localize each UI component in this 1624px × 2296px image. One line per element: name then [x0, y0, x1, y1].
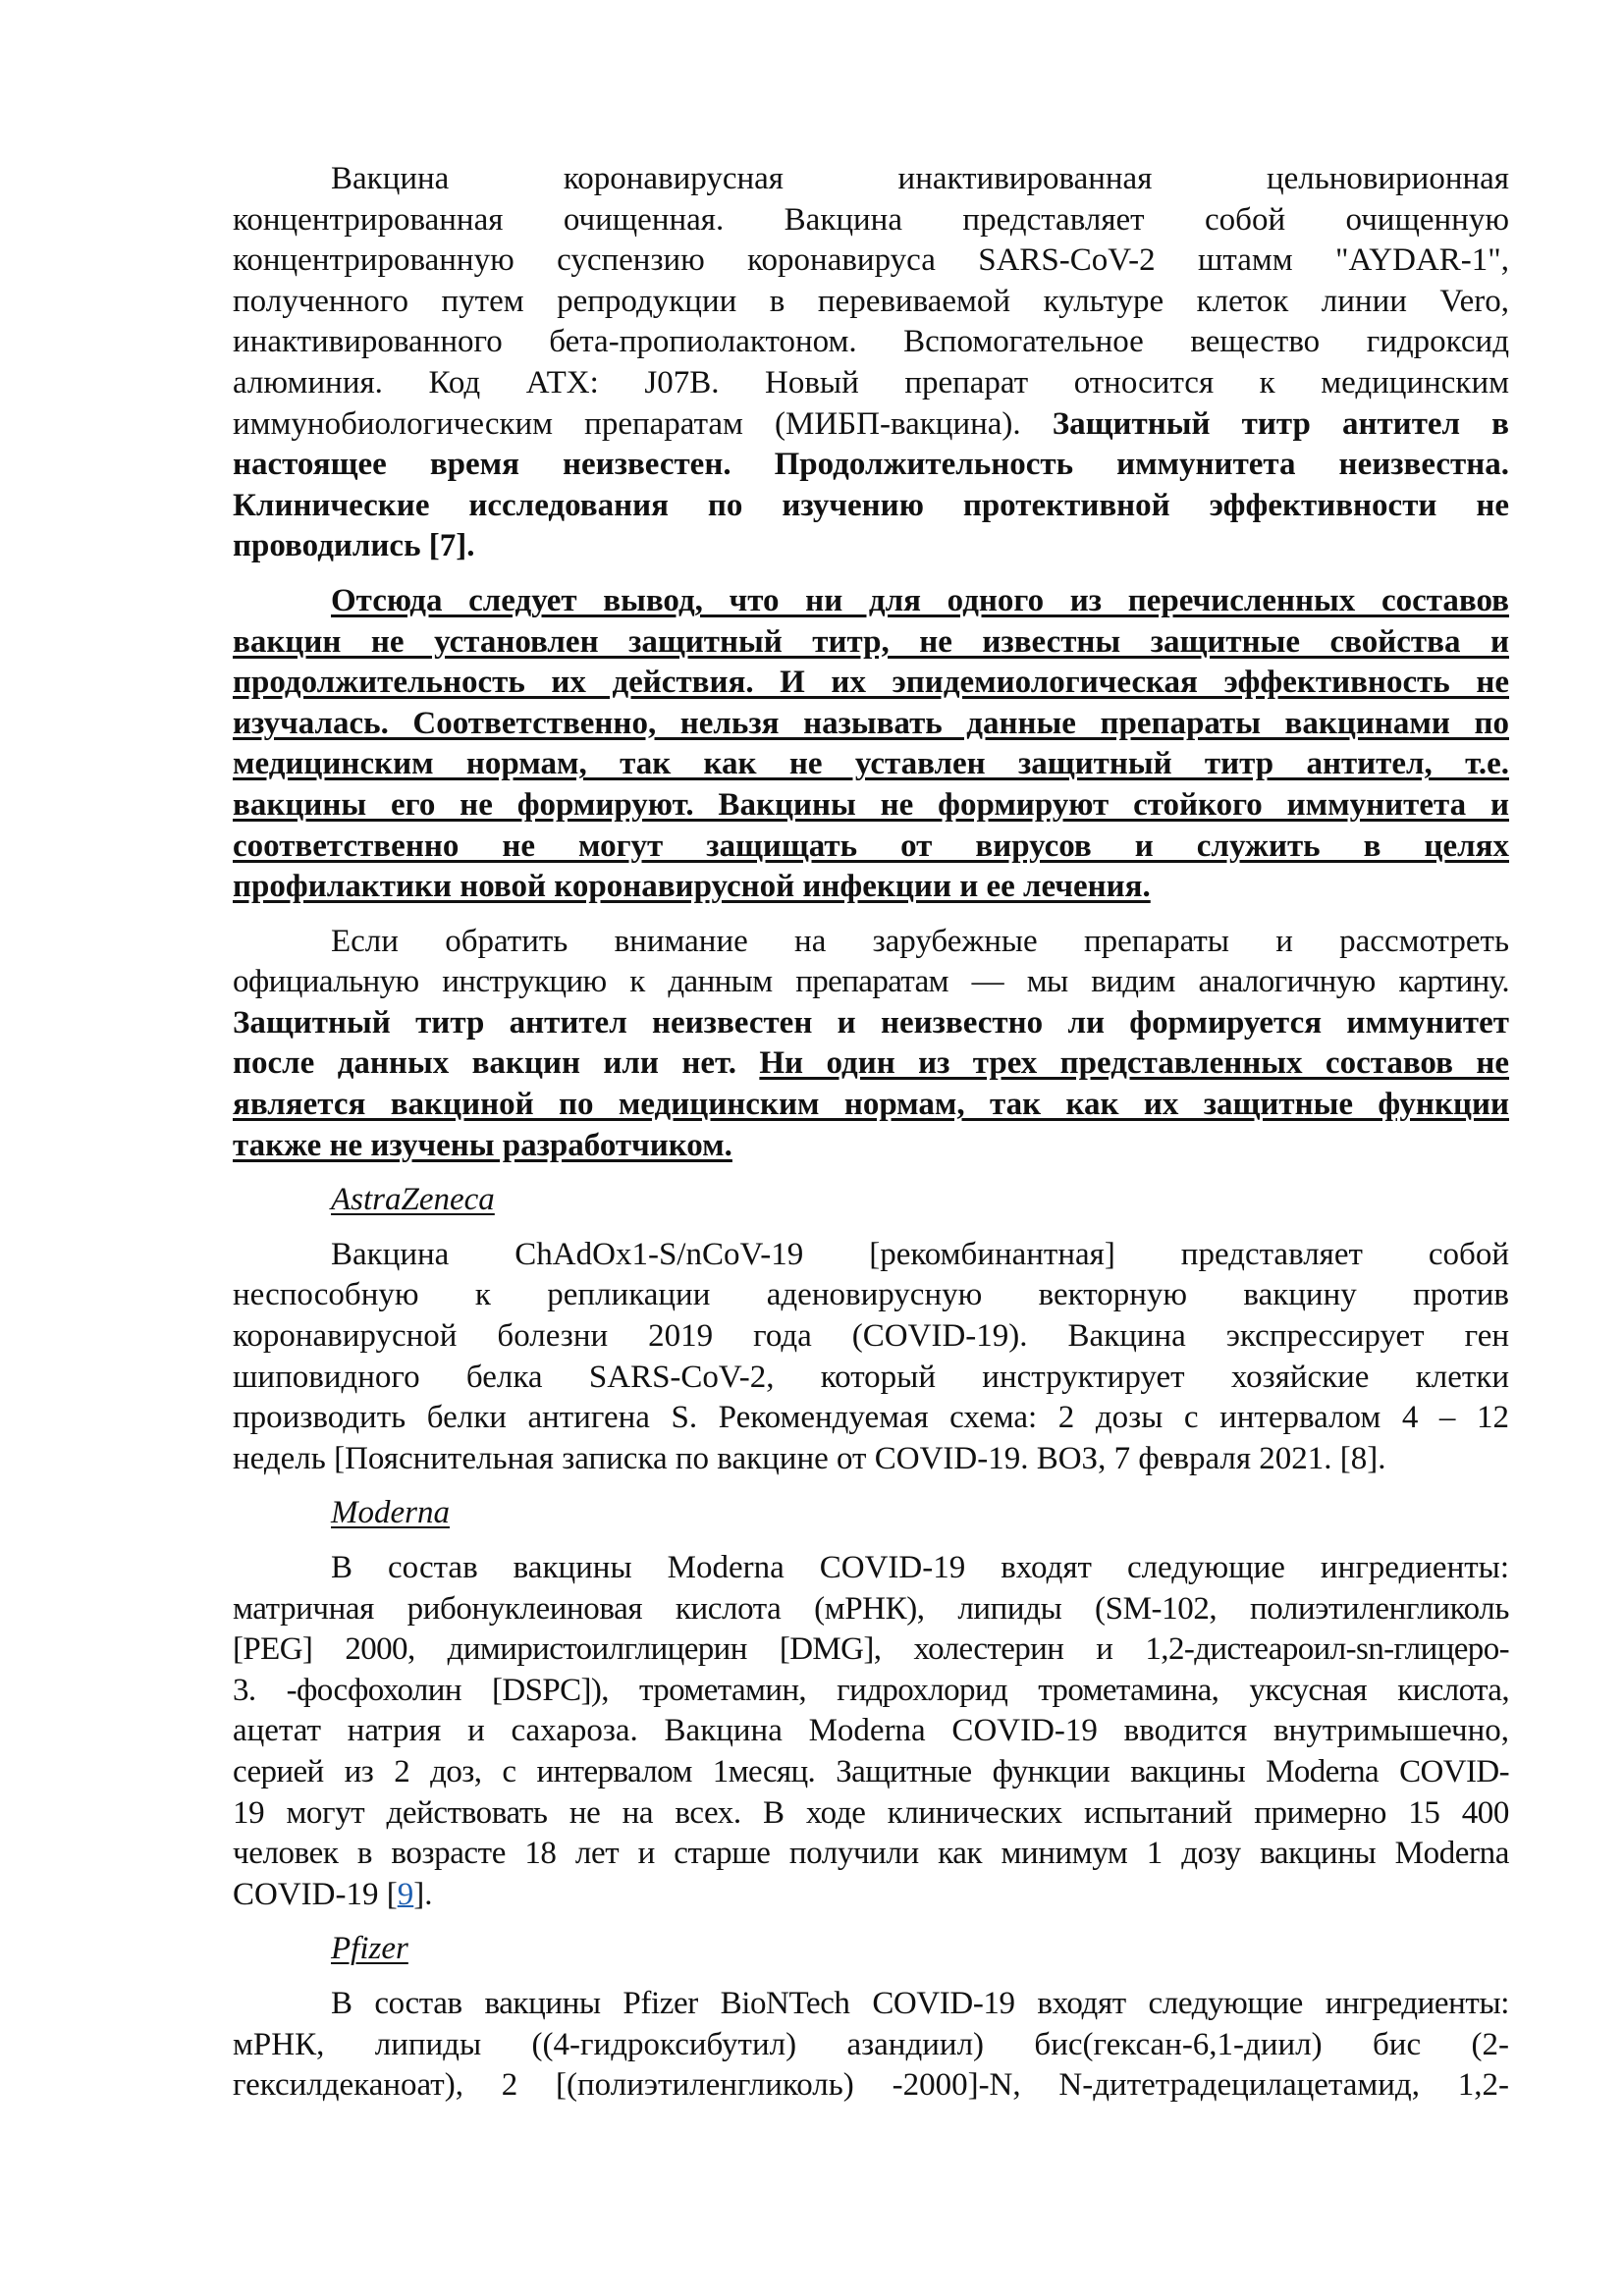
reference-link-9[interactable]: 9	[397, 1876, 414, 1912]
text-line: недель [Пояснительная записка по вакцине от COVID-19. ВОЗ, 7 февраля 2021. [8].	[233, 1440, 1386, 1476]
paragraph-moderna	[233, 1548, 1509, 1915]
text-line: производить белки антигена S. Рекомендуемая схема: 2 дозы с интервалом 4 – 12	[233, 1400, 1509, 1436]
text-line-bold: настоящее время неизвестен. Продолжительность иммунитета неизвестна.	[233, 447, 1509, 483]
section-heading-pfizer: Pfizer	[331, 1931, 408, 1967]
text-line: В состав вакцины Moderna COVID-19 входят следующие ингредиенты:	[331, 1550, 1509, 1585]
text-line: Вакцина коронавирусная инактивированная цельновирионная	[331, 161, 1509, 196]
text-line-bold: проводились [7].	[233, 528, 475, 564]
text-line-bold-underlined: изучалась. Соответственно, нельзя называть данные препараты вакцинами по	[233, 705, 1509, 741]
text-line-bold: Клинические исследования по изучению протективной эффективности не	[233, 487, 1509, 523]
section-heading-astrazeneca: AstraZeneca	[331, 1182, 495, 1218]
text-line: коронавирусной болезни 2019 года (COVID-19). Вакцина экспрессирует ген	[233, 1318, 1509, 1355]
text-line: полученного путем репродукции в перевиваемой культуре клеток линии Vero,	[233, 283, 1509, 319]
section-heading-moderna: Moderna	[331, 1495, 450, 1531]
text-line: инактивированного бета-пропиолактоном. Вспомогательное вещество гидроксид	[233, 324, 1509, 360]
text-line: мРНК, липиды ((4-гидроксибутил) азандиил) бис(гексан-6,1-диил) бис (2-	[233, 2026, 1509, 2062]
text-bold-underlined: Ни один из трех представленных составов не	[759, 1045, 1509, 1082]
text-line-mixed	[233, 404, 1509, 446]
text-bold: Защитный титр антител в	[1052, 405, 1509, 442]
paragraph-inactivated-vaccine	[233, 159, 1509, 567]
text-line-bold-underlined: является вакциной по медицинским нормам, так как их защитные функции	[233, 1087, 1509, 1123]
text-normal: иммунобиологическим препаратам (МИБП-вакцина).	[233, 405, 1021, 442]
text-line-bold-underlined: продолжительность их действия. И их эпидемиологическая эффективность не	[233, 665, 1509, 701]
text-bold: после данных вакцин или нет.	[233, 1045, 736, 1082]
text-line-bold-underlined: профилактики новой коронавирусной инфекции и ее лечения.	[233, 869, 1151, 905]
text-line-with-reference: COVID-19 [9].	[233, 1876, 433, 1912]
text-line-bold-underlined: соответственно не могут защищать от вирусов и служить в целях	[233, 828, 1509, 864]
text-line-bold-underlined: Отсюда следует вывод, что ни для одного из перечисленных составов	[331, 582, 1509, 618]
text-line: 3. -фосфохолин [DSPC]), трометамин, гидрохлорид трометамина, уксусная кислота,	[233, 1672, 1509, 1708]
text-line-bold-underlined: вакцин не установлен защитный титр, не известны защитные свойства и	[233, 623, 1509, 660]
text-line-mixed	[233, 1043, 1509, 1085]
text-line: серией из 2 доз, с интервалом 1месяц. Защитные функции вакцины Moderna COVID-	[233, 1753, 1509, 1789]
text-line: [PEG] 2000, димиристоилглицерин [DMG], холестерин и 1,2-дистеароил-sn-глицеро-	[233, 1631, 1509, 1668]
text-line: матричная рибонуклеиновая кислота (мРНК), липиды (SM-102, полиэтиленгликоль	[233, 1590, 1509, 1627]
text-line: Вакцина ChAdOx1-S/nCoV-19 [рекомбинантная] представляет собой	[331, 1236, 1509, 1272]
text-line: 19 могут действовать не на всех. В ходе клинических испытаний примерно 15 400	[233, 1794, 1509, 1831]
text-line-bold-underlined: также не изучены разработчиком.	[233, 1127, 732, 1163]
text-line: гексилдеканоат), 2 [(полиэтиленгликоль) -2000]-N, N-дитетрадецилацетамид, 1,2-	[233, 2067, 1509, 2104]
text-line: алюминия. Код АТХ: J07B. Новый препарат относится к медицинским	[233, 364, 1509, 400]
text-line-bold-underlined: медицинским нормам, так как не уставлен защитный титр антител, т.е.	[233, 746, 1509, 782]
text-line: официальную инструкцию к данным препаратам — мы видим аналогичную картину.	[233, 964, 1509, 1000]
section-pfizer	[233, 1929, 1509, 2106]
text-line: В состав вакцины Pfizer BioNTech COVID-19 входят следующие ингредиенты:	[331, 1985, 1509, 2021]
text-line: ацетат натрия и сахароза. Вакцина Moderna COVID-19 вводится внутримышечно,	[233, 1713, 1509, 1749]
section-astrazeneca	[233, 1180, 1509, 1479]
paragraph-conclusion	[233, 581, 1509, 908]
text-line: Если обратить внимание на зарубежные препараты и рассмотреть	[331, 923, 1509, 959]
paragraph-pfizer	[233, 1984, 1509, 2107]
text-line: концентрированную суспензию коронавируса SARS-CoV-2 штамм "AYDAR-1",	[233, 242, 1509, 279]
section-moderna	[233, 1493, 1509, 1915]
text-line: неспособную к репликации аденовирусную векторную вакцину против	[233, 1277, 1509, 1313]
text-line-bold-underlined: вакцины его не формируют. Вакцины не формируют стойкого иммунитета и	[233, 786, 1509, 823]
paragraph-astrazeneca	[233, 1235, 1509, 1480]
text-line: человек в возрасте 18 лет и старше получили как минимум 1 дозу вакцины Moderna	[233, 1836, 1509, 1872]
text-line: шиповидного белка SARS-CoV-2, который инструктирует хозяйские клетки	[233, 1359, 1509, 1395]
document-page	[233, 159, 1509, 2107]
text-line: концентрированная очищенная. Вакцина представляет собой очищенную	[233, 201, 1509, 238]
paragraph-foreign-vaccines	[233, 922, 1509, 1167]
text-line-bold: Защитный титр антител неизвестен и неизвестно ли формируется иммунитет	[233, 1004, 1509, 1041]
